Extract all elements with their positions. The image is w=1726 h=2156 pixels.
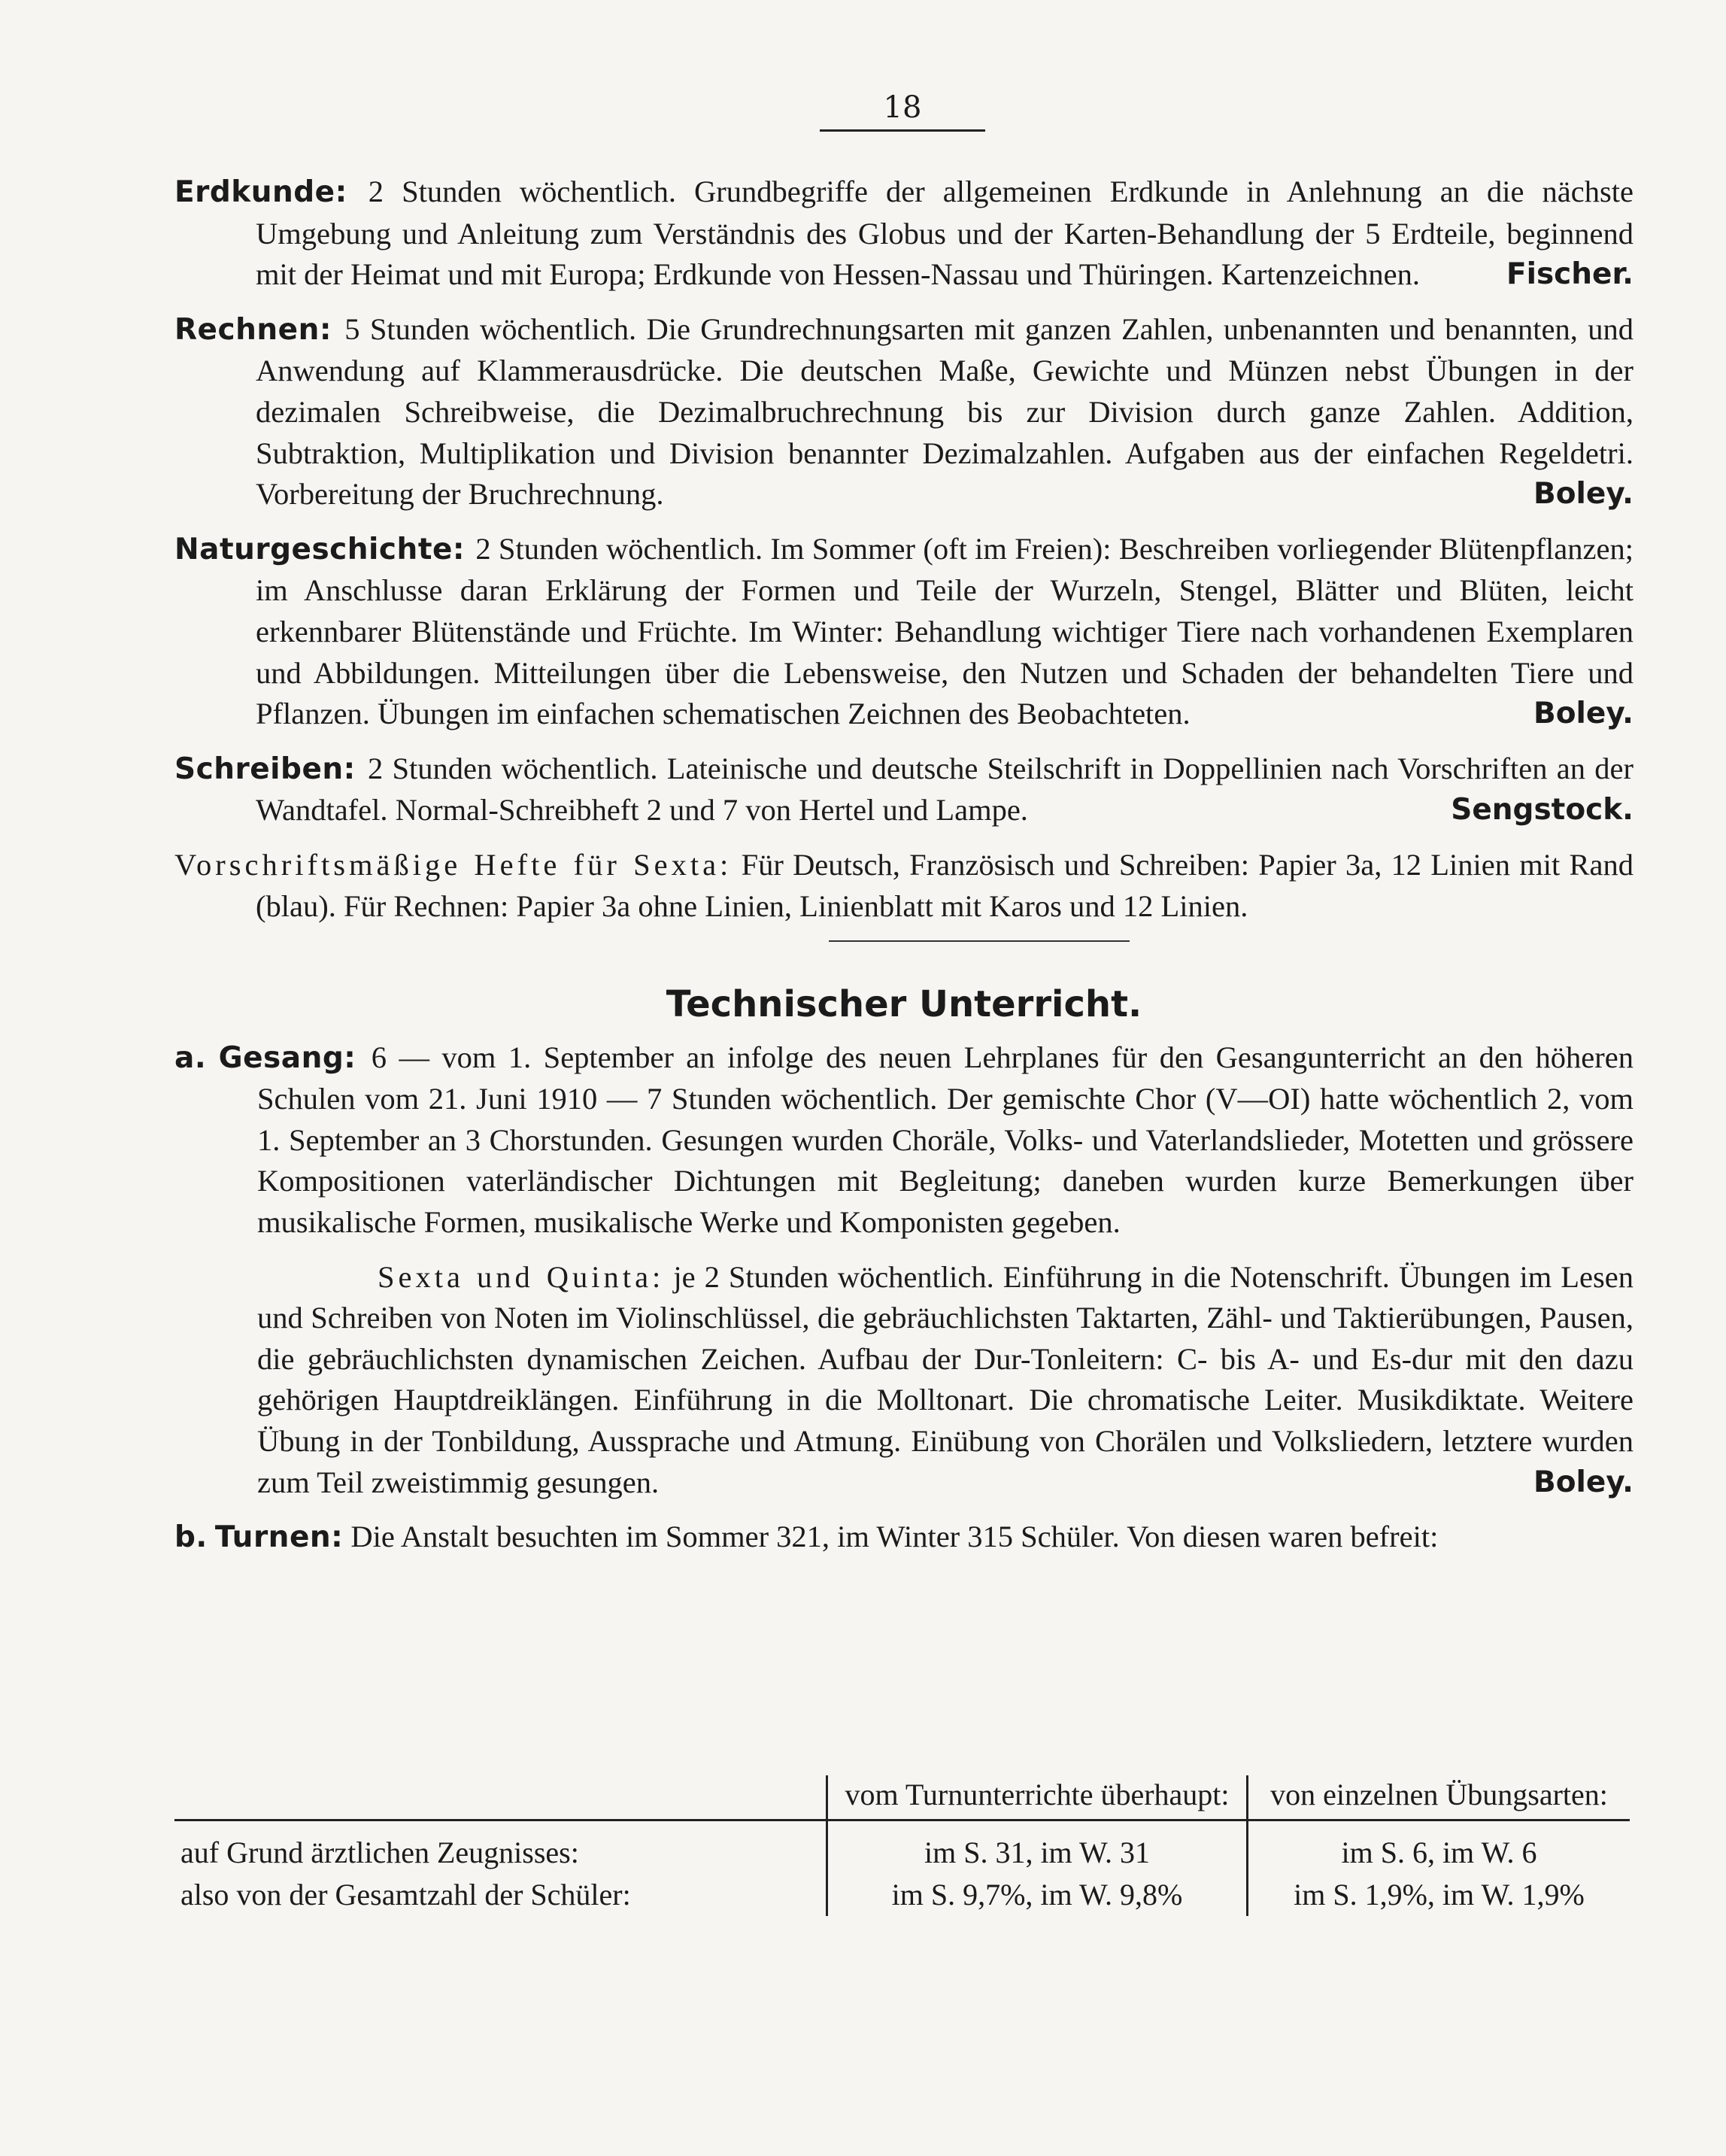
erdkunde-text: 2 Stunden wöchentlich. Grundbegriffe der allgemeinen Erdkunde in Anlehnung an die nächste Umgebung und Anleitung zum Verständnis des Globus und der Karten-Behandlung der 5 Erdteile, beginnend mit der Heimat und mit Europa; Erdkunde von Hessen-Nassau und Thüringen. Kartenzeichnen. bbox=[256, 175, 1633, 292]
hefte-lead: Vorschriftsmäßige Hefte für Sexta: bbox=[174, 847, 733, 882]
section-turnen bbox=[174, 1517, 1633, 1559]
section-hefte bbox=[174, 845, 1633, 927]
body-text bbox=[174, 172, 1633, 1572]
table-header-empty bbox=[174, 1775, 827, 1820]
schreiben-text: 2 Stunden wöchentlich. Lateinische und deutsche Steilschrift in Doppellinien nach Vorschriften an der Wandtafel. Normal-Schreibheft 2 und 7 von Hertel und Lampe. bbox=[256, 751, 1633, 827]
section-title: Technischer Unterricht. bbox=[666, 983, 1142, 1026]
table-header-partial: von einzelnen Übungsarten: bbox=[1248, 1775, 1630, 1820]
turnen-text: Die Anstalt besuchten im Sommer 321, im Winter 315 Schüler. Von diesen waren befreit: bbox=[350, 1520, 1439, 1554]
row-overall: im S. 9,7%, im W. 9,8% bbox=[827, 1874, 1248, 1916]
hefte-text: Für Deutsch, Französisch und Schreiben: Papier 3a, 12 Linien mit Rand (blau). Für Rechnen: Papier 3a ohne Linien, Linienblatt mit Karos und 12 Linien. bbox=[256, 847, 1633, 923]
table-header-overall: vom Turnunterrichte überhaupt: bbox=[827, 1775, 1248, 1820]
row-label: auf Grund ärztlichen Zeugnisses: bbox=[180, 1836, 579, 1869]
section-erdkunde: Erdkunde: 2 Stunden wöchentlich. Grundbegriffe der allgemeinen Erdkunde in Anlehnung an die nächste Umgebung und Anleitung zum Verständnis des Globus und der Karten-Behandlung der 5 Erdteile, beginnend mit der Heimat und mit Europa; Erdkunde von Hessen-Nassau und Thüringen. Kartenzeichnen. Fischer. bbox=[174, 172, 1633, 296]
section-schreiben: Schreiben: 2 Stunden wöchentlich. Lateinische und deutsche Steilschrift in Doppellinien nach Vorschriften an der Wandtafel. Normal-Schreibheft 2 und 7 von Hertel und Lampe. Sengstock. bbox=[174, 749, 1633, 831]
page-number: 18 bbox=[820, 90, 985, 132]
gesang-para2-lead: Sexta und Quinta: bbox=[378, 1259, 665, 1294]
schreiben-teacher: Sengstock. bbox=[1451, 793, 1633, 827]
naturgeschichte-teacher: Boley. bbox=[1533, 697, 1633, 731]
row-partial: im S. 6, im W. 6 bbox=[1248, 1820, 1630, 1875]
turnen-heading: Turnen: bbox=[214, 1520, 344, 1555]
rechnen-teacher: Boley. bbox=[1533, 477, 1633, 512]
section-naturgeschichte: Naturgeschichte: 2 Stunden wöchentlich. Im Sommer (oft im Freien): Beschreiben vorliegender Blütenpflanzen; im Anschlusse daran Erklärung der Formen und Teile der Wurzeln, Stengel, Blätter und Blüten, leicht erkennbarer Blütenstände und Früchte. Im Winter: Behandlung wichtiger Tiere nach vorhandenen Exemplaren und Abbildungen. Mitteilungen über die Lebensweise, den Nutzen und Schaden der behandelten Tiere und Pflanzen. Übungen im einfachen schematischen Zeichnen des Beobachteten. Boley. bbox=[174, 529, 1633, 735]
divider bbox=[829, 940, 1130, 942]
gesang-teacher: Boley. bbox=[1533, 1465, 1633, 1499]
section-gesang: a. Gesang: 6 — vom 1. September an infolge des neuen Lehrplanes für den Gesangunterricht an den höheren Schulen vom 21. Juni 1910 — 7 Stunden wöchentlich. Der gemischte Chor (V—OI) hatte wöchentlich 2, vom 1. September an 3 Chorstunden. Gesungen wurden Choräle, Volks- und Vaterlandslieder, Motetten und grössere Kompositionen vaterländischer Dichtungen mit Begleitung; daneben wurden kurze Bemerkungen über musikalische Formen, musikalische Werke und Komponisten gegeben. Sexta und Quinta: je 2 Stunden wöchentlich. Einführung in die Notenschrift. Übungen im Lesen und Schreiben von Noten im Violinschlüssel, die gebräuchlichsten Taktarten, Zähl- und Taktierübungen, Pausen, die gebräuchlichsten dynamischen Zeichen. Aufbau der Dur-Tonleitern: C- bis A- und Es-dur mit den dazu gehörigen Hauptdreiklängen. Einführung in die Molltonart. Die chromatische Leiter. Musikdiktate. Weitere Übung in der Tonbildung, Aussprache und Atmung. Einübung von Chorälen und Volksliedern, letztere wurden zum Teil zweistimmig gesungen. Boley. bbox=[174, 1037, 1633, 1504]
erdkunde-heading: Erdkunde bbox=[174, 175, 335, 209]
exemption-table bbox=[174, 1775, 1630, 1916]
erdkunde-teacher: Fischer. bbox=[1506, 257, 1633, 292]
naturgeschichte-heading: Naturgeschichte bbox=[174, 532, 453, 566]
schreiben-heading: Schreiben bbox=[174, 752, 344, 786]
gesang-heading: Gesang bbox=[218, 1040, 344, 1075]
table-row bbox=[174, 1820, 1630, 1875]
gesang-text: 6 — vom 1. September an infolge des neuen Lehrplanes für den Gesangunterricht an den höheren Schulen vom 21. Juni 1910 — 7 Stunden wöchentlich. Der gemischte Chor (V—OI) hatte wöchentlich 2, vom 1. September an 3 Chorstunden. Gesungen wurden Choräle, Volks- und Vaterlandslieder, Motetten und grössere Kompositionen vaterländischer Dichtungen mit Begleitung; daneben wurden kurze Bemerkungen über musikalische Formen, musikalische Werke und Komponisten gegeben. bbox=[257, 1040, 1633, 1240]
row-label: also von der Gesamtzahl der Schüler: bbox=[180, 1878, 631, 1912]
row-overall: im S. 31, im W. 31 bbox=[827, 1820, 1248, 1875]
rechnen-heading: Rechnen bbox=[174, 312, 320, 347]
table-row bbox=[174, 1874, 1630, 1916]
turnen-prefix: b. bbox=[174, 1520, 208, 1555]
gesang-prefix: a. bbox=[174, 1040, 207, 1075]
row-partial: im S. 1,9%, im W. 1,9% bbox=[1248, 1874, 1630, 1916]
table-header-row bbox=[174, 1775, 1630, 1820]
naturgeschichte-text: 2 Stunden wöchentlich. Im Sommer (oft im Freien): Beschreiben vorliegender Blütenpflanzen; im Anschlusse daran Erklärung der Formen und Teile der Wurzeln, Stengel, Blätter und Blüten, leicht erkennbarer Blütenstände und Früchte. Im Winter: Behandlung wichtiger Tiere nach vorhandenen Exemplaren und Abbildungen. Mitteilungen über die Lebensweise, den Nutzen und Schaden der behandelten Tiere und Pflanzen. Übungen im einfachen schematischen Zeichnen des Beobachteten. bbox=[256, 531, 1633, 731]
section-rechnen: Rechnen: 5 Stunden wöchentlich. Die Grundrechnungsarten mit ganzen Zahlen, unbenannten und benannten, und Anwendung auf Klammerausdrücke. Die deutschen Maße, Gewichte und Münzen nebst Übungen in der dezimalen Schreibweise, die Dezimalbruchrechnung bis zur Division durch ganze Zahlen. Addition, Subtraktion, Multiplikation und Division benannter Dezimalzahlen. Aufgaben aus der einfachen Regeldetri. Vorbereitung der Bruchrechnung. Boley. bbox=[174, 309, 1633, 515]
rechnen-text: 5 Stunden wöchentlich. Die Grundrechnungsarten mit ganzen Zahlen, unbenannten und benannten, und Anwendung auf Klammerausdrücke. Die deutschen Maße, Gewichte und Münzen nebst Übungen in der dezimalen Schreibweise, die Dezimalbruchrechnung bis zur Division durch ganze Zahlen. Addition, Subtraktion, Multiplikation und Division benannter Dezimalzahlen. Aufgaben aus der einfachen Regeldetri. Vorbereitung der Bruchrechnung. bbox=[256, 311, 1633, 512]
gesang-paragraph-2 bbox=[257, 1257, 1633, 1504]
gesang-para2-text: je 2 Stunden wöchentlich. Einführung in die Notenschrift. Übungen im Lesen und Schreiben von Noten im Violinschlüssel, die gebräuchlichsten Taktarten, Zähl- und Taktierübungen, Pausen, die gebräuchlichsten dynamischen Zeichen. Aufbau der Dur-Tonleitern: C- bis A- und Es-dur mit den dazu gehörigen Hauptdreiklängen. Einführung in die Molltonart. Die chromatische Leiter. Musikdiktate. Weitere Übung in der Tonbildung, Aussprache und Atmung. Einübung von Chorälen und Volksliedern, letztere wurden zum Teil zweistimmig gesungen. bbox=[257, 1259, 1633, 1499]
